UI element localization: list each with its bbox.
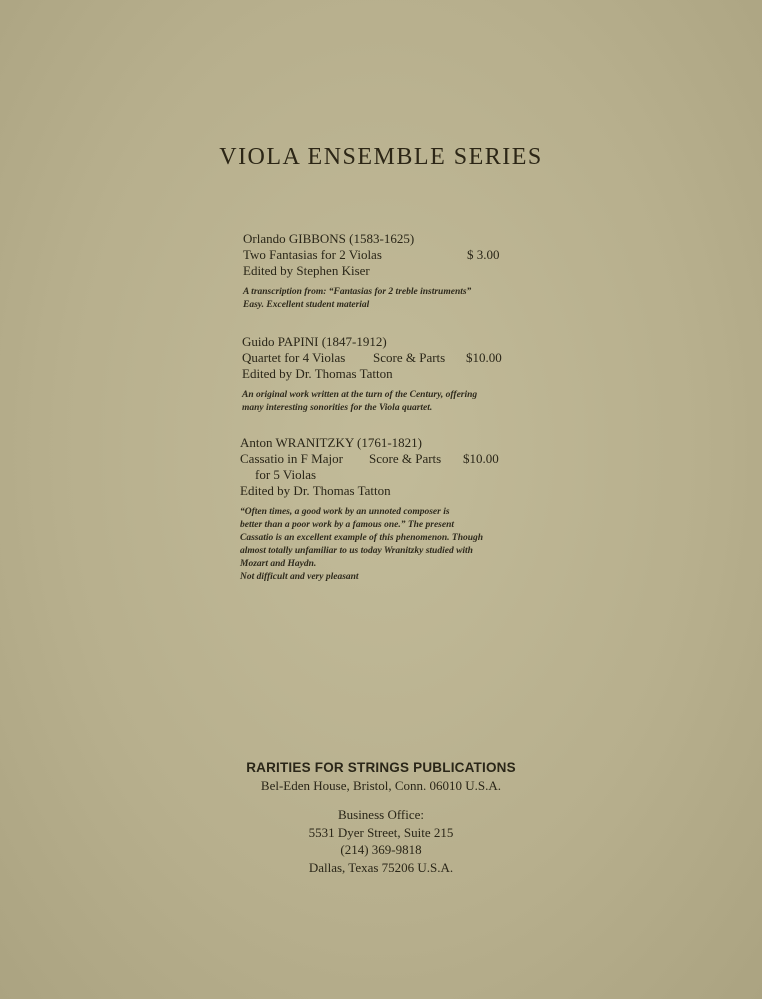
publisher-address: Bel-Eden House, Bristol, Conn. 06010 U.S.A.: [260, 778, 502, 793]
work-title: Two Fantasias for 2 Violas: [243, 247, 382, 262]
catalog-entry-papini: [242, 334, 542, 415]
office-line: Business Office:: [337, 807, 425, 822]
description-line: A transcription from: “Fantasias for 2 treble instruments”: [243, 287, 472, 297]
description-line: “Often times, a good work by an unnoted composer is: [240, 507, 450, 517]
office-line: (214) 369-9818: [340, 842, 422, 857]
composer-line: Guido PAPINI (1847-1912): [242, 334, 387, 349]
price: $10.00: [463, 451, 499, 466]
page-title: VIOLA ENSEMBLE SERIES: [219, 144, 543, 170]
work-title: Quartet for 4 Violas: [242, 350, 346, 365]
editor-line: Edited by Stephen Kiser: [243, 263, 370, 278]
office-line: Dallas, Texas 75206 U.S.A.: [308, 859, 454, 875]
work-line: [242, 350, 542, 366]
work-line: [240, 451, 540, 467]
editor-line: Edited by Dr. Thomas Tatton: [242, 366, 393, 381]
description-line: better than a poor work by a famous one.” The present: [240, 520, 455, 530]
price: $ 3.00: [467, 247, 500, 262]
editor-line: Edited by Dr. Thomas Tatton: [240, 483, 391, 498]
composer-line: Orlando GIBBONS (1583-1625): [243, 231, 415, 246]
entry-description: [243, 286, 543, 312]
composer-line: Anton WRANITZKY (1761-1821): [240, 435, 422, 450]
description-line: Easy. Excellent student material: [243, 300, 370, 310]
format: Score & Parts: [369, 451, 442, 466]
catalog-entry-wranitzky: [240, 435, 540, 584]
description-line: Mozart and Haydn.: [240, 559, 317, 569]
business-office: [0, 806, 762, 876]
entry-description: [240, 506, 540, 584]
work-line: [243, 247, 543, 263]
price: $10.00: [466, 350, 502, 365]
description-line: Not difficult and very pleasant: [240, 572, 359, 582]
entry-description: [242, 389, 542, 415]
office-line: 5531 Dyer Street, Suite 215: [308, 824, 454, 840]
description-line: almost totally unfamiliar to us today Wranitzky studied with: [240, 546, 473, 556]
description-line: Cassatio is an excellent example of this phenomenon. Though: [240, 533, 484, 543]
work-title: Cassatio in F Major: [240, 451, 343, 466]
publisher-block: [0, 760, 762, 876]
description-line: many interesting sonorities for the Viola quartet.: [242, 403, 433, 413]
publisher-name: RARITIES FOR STRINGS PUBLICATIONS: [246, 760, 516, 775]
catalog-entry-gibbons: [243, 231, 543, 312]
description-line: An original work written at the turn of the Century, offering: [242, 390, 478, 400]
work-continuation: for 5 Violas: [255, 467, 317, 482]
format: Score & Parts: [373, 350, 446, 365]
